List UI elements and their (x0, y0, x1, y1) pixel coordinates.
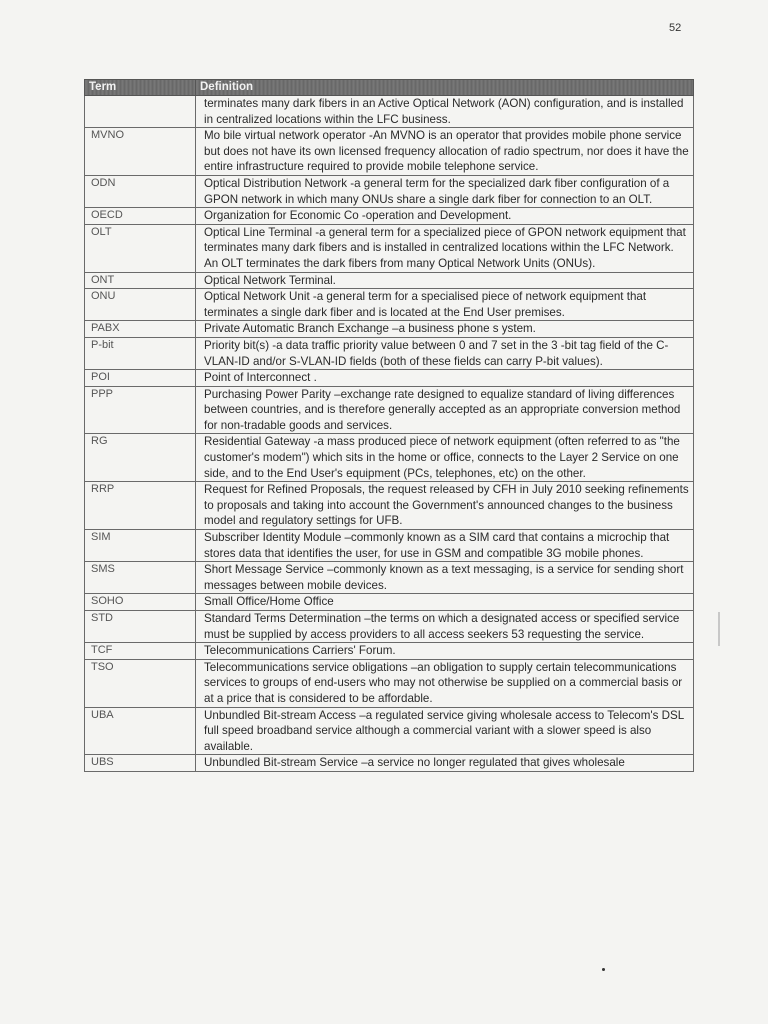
table-row (85, 96, 694, 128)
definition-cell: Unbundled Bit-stream Service –a service no longer regulated that gives wholesale (196, 755, 694, 772)
table-row (85, 208, 694, 225)
term-cell: MVNO (85, 128, 196, 176)
term-cell: STD (85, 611, 196, 643)
table-row (85, 128, 694, 176)
definition-cell: Residential Gateway -a mass produced piece of network equipment (often referred to as "the customer's modem") which sits in the home or office, connects to the Layer 2 Service on one side, and to the End User's equipment (PCs, telephones, etc) on the other. (196, 434, 694, 482)
term-cell: TSO (85, 659, 196, 707)
term-cell: UBS (85, 755, 196, 772)
term-column-header: Term (85, 80, 196, 96)
definition-cell: Purchasing Power Parity –exchange rate designed to equalize standard of living differences between countries, and is therefore generally accepted as an appropriate conversion method for non-tradable goods and services. (196, 386, 694, 434)
scan-dot (602, 968, 605, 971)
table-row (85, 594, 694, 611)
margin-scan-mark (718, 612, 720, 646)
definition-cell: Optical Distribution Network -a general term for the specialized dark fiber configuration of a GPON network in which many ONUs share a single dark fiber for connection to an OLT. (196, 175, 694, 207)
definition-cell: Standard Terms Determination –the terms on which a designated access or specified service must be supplied by access providers to all access seekers 53 requesting the service. (196, 611, 694, 643)
table-row (85, 272, 694, 289)
term-cell: PPP (85, 386, 196, 434)
definition-cell: Private Automatic Branch Exchange –a business phone s ystem. (196, 321, 694, 338)
term-cell: PABX (85, 321, 196, 338)
term-cell: ODN (85, 175, 196, 207)
definition-cell: Optical Line Terminal -a general term for a specialized piece of GPON network equipment that terminates many dark fibers and is installed in centralized locations within the LFC Network. An OLT terminates the dark fibers from many Optical Network Units (ONUs). (196, 224, 694, 272)
definition-cell: Point of Interconnect . (196, 370, 694, 387)
term-cell: RRP (85, 482, 196, 530)
definition-cell: Short Message Service –commonly known as a text messaging, is a service for sending short messages between mobile devices. (196, 562, 694, 594)
table-row (85, 386, 694, 434)
term-cell: OECD (85, 208, 196, 225)
page-number: 52 (669, 22, 682, 34)
table-header-row (85, 80, 694, 96)
table-row (85, 755, 694, 772)
table-row (85, 562, 694, 594)
table-row (85, 175, 694, 207)
definition-cell: Unbundled Bit-stream Access –a regulated service giving wholesale access to Telecom's DSL full speed broadband service although a commercial variant with a slower speed is also available. (196, 707, 694, 755)
table-row (85, 321, 694, 338)
definition-cell: Telecommunications Carriers' Forum. (196, 643, 694, 660)
term-cell: UBA (85, 707, 196, 755)
definition-cell: Organization for Economic Co -operation and Development. (196, 208, 694, 225)
table-row (85, 289, 694, 321)
definition-cell: Optical Network Unit -a general term for a specialised piece of network equipment that terminates a single dark fiber and is located at the End User premises. (196, 289, 694, 321)
definition-column-header: Definition (196, 80, 694, 96)
term-cell (85, 96, 196, 128)
term-cell: TCF (85, 643, 196, 660)
table-row (85, 659, 694, 707)
table-row (85, 611, 694, 643)
table-row (85, 337, 694, 369)
definition-cell: Telecommunications service obligations –an obligation to supply certain telecommunications services to groups of end-users who may not otherwise be supplied on a commercial basis or at a price that is considered to be affordable. (196, 659, 694, 707)
term-cell: SOHO (85, 594, 196, 611)
term-cell: ONU (85, 289, 196, 321)
term-cell: POI (85, 370, 196, 387)
definition-cell: Priority bit(s) -a data traffic priority value between 0 and 7 set in the 3 -bit tag field of the C-VLAN-ID and/or S-VLAN-ID fields (both of these fields can carry P-bit values). (196, 337, 694, 369)
table-row (85, 434, 694, 482)
table-row (85, 482, 694, 530)
definition-cell: Request for Refined Proposals, the request released by CFH in July 2010 seeking refinements to proposals and taking into account the Government's announced changes to the business model and regulatory settings for UFB. (196, 482, 694, 530)
term-cell: RG (85, 434, 196, 482)
definition-cell: Subscriber Identity Module –commonly known as a SIM card that contains a microchip that stores data that identifies the user, for use in GSM and compatible 3G mobile phones. (196, 530, 694, 562)
definition-cell: Mo bile virtual network operator -An MVNO is an operator that provides mobile phone service but does not have its own licensed frequency allocation of radio spectrum, nor does it have the entire infrastructure required to provide mobile telephone service. (196, 128, 694, 176)
glossary-table (84, 79, 694, 772)
table-row (85, 370, 694, 387)
definition-cell: Small Office/Home Office (196, 594, 694, 611)
definition-cell: terminates many dark fibers in an Active Optical Network (AON) configuration, and is installed in centralized locations within the LFC business. (196, 96, 694, 128)
table-row (85, 707, 694, 755)
term-cell: P-bit (85, 337, 196, 369)
table-row (85, 530, 694, 562)
term-cell: SIM (85, 530, 196, 562)
term-cell: OLT (85, 224, 196, 272)
term-cell: SMS (85, 562, 196, 594)
table-row (85, 224, 694, 272)
definition-cell: Optical Network Terminal. (196, 272, 694, 289)
term-cell: ONT (85, 272, 196, 289)
glossary-body (85, 96, 694, 772)
table-row (85, 643, 694, 660)
